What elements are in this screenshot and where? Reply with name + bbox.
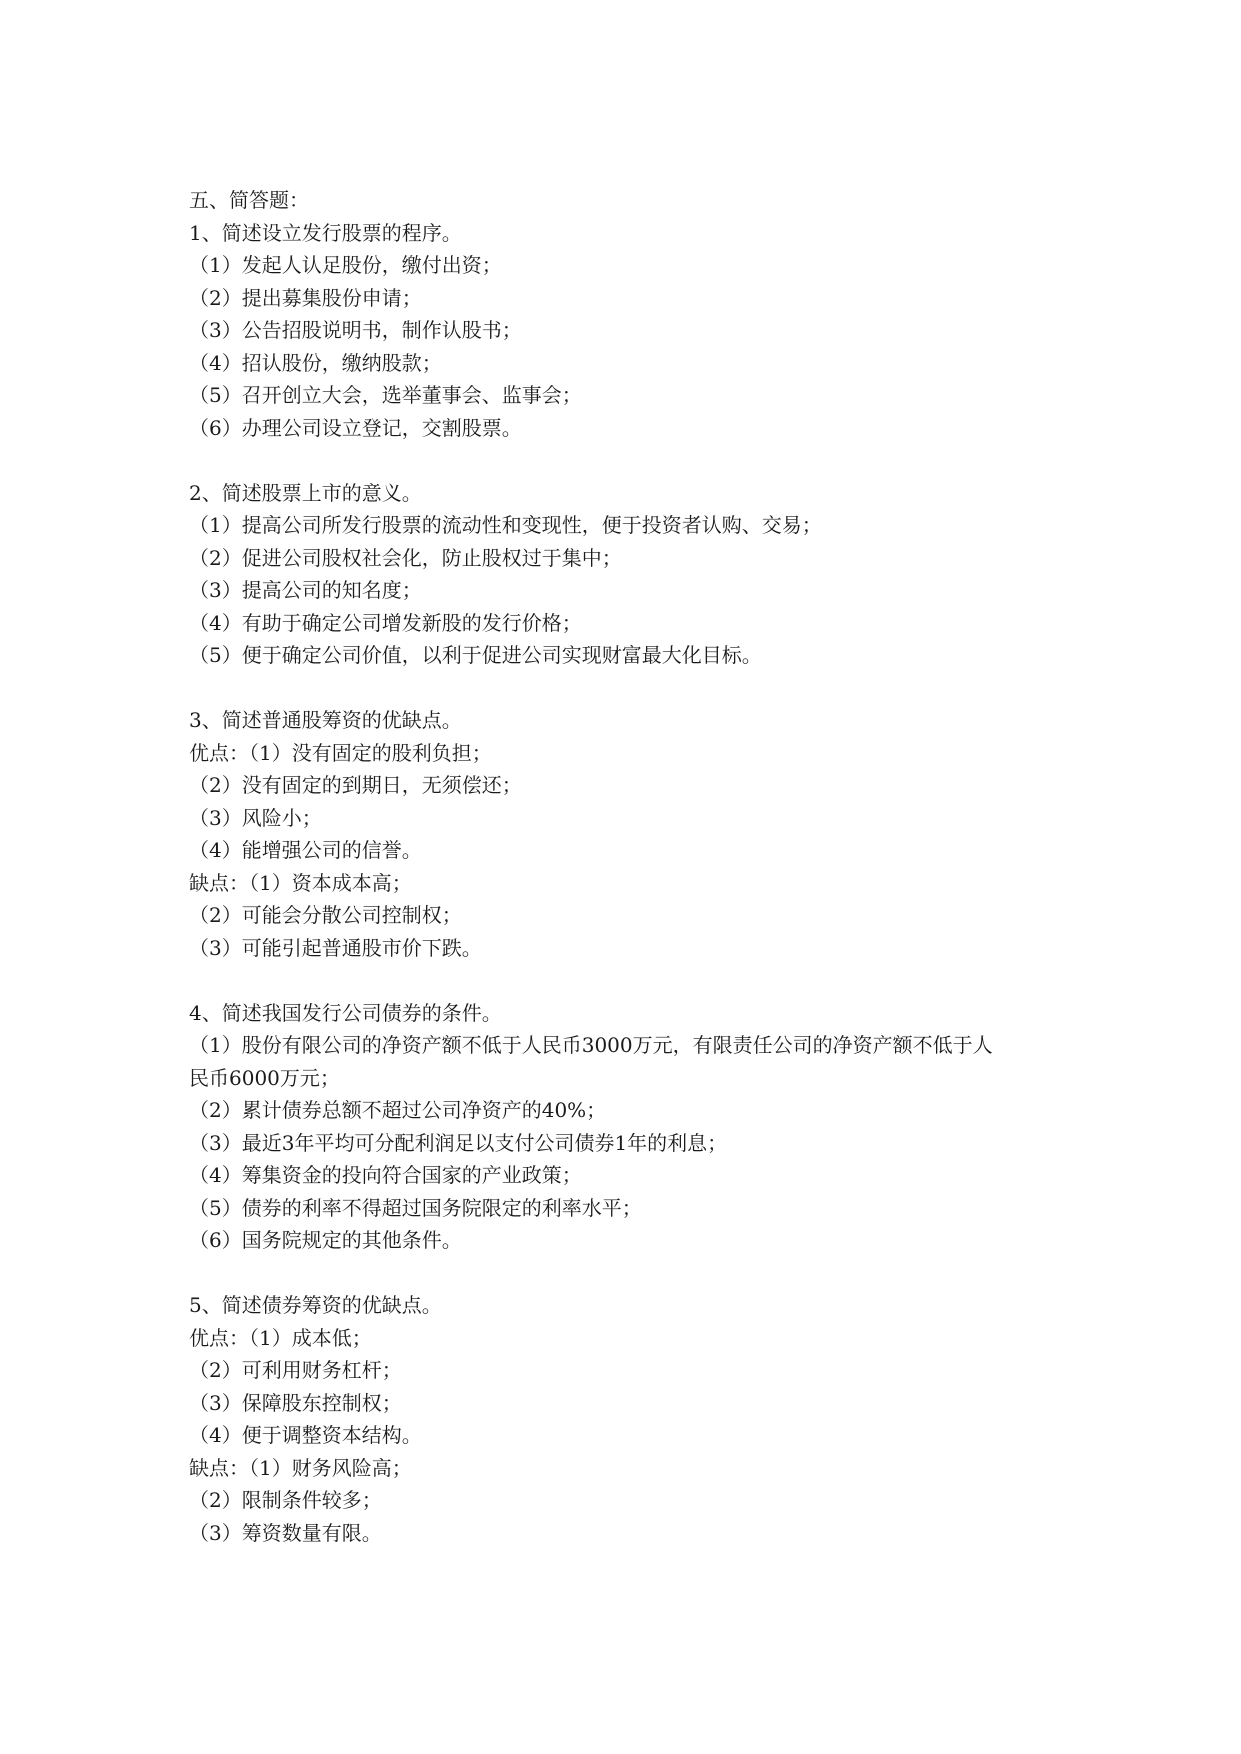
answer-line: （3）保障股东控制权； — [189, 1390, 402, 1415]
answer-line: （3）公告招股说明书，制作认股书； — [189, 318, 522, 342]
section-heading: 五、简答题： — [189, 188, 309, 212]
answer-line: （2）没有固定的到期日，无须偿还； — [189, 773, 522, 797]
answer-line: （3）提高公司的知名度； — [189, 578, 422, 602]
answer-line: （4）便于调整资本结构。 — [189, 1423, 422, 1447]
answer-line: （2）限制条件较多； — [189, 1488, 382, 1512]
paragraph-gap — [189, 672, 1069, 705]
answer-line: （6）国务院规定的其他条件。 — [189, 1228, 462, 1252]
answer-line: （2）提出募集股份申请； — [189, 285, 422, 310]
answer-line: 优点：（1）成本低； — [189, 1325, 372, 1350]
answer-line: （5）召开创立大会，选举董事会、监事会； — [189, 383, 582, 407]
answer-line: （4）招认股份，缴纳股款； — [189, 350, 442, 375]
paragraph-gap — [189, 444, 1069, 477]
question-5 — [189, 1289, 1069, 1549]
question-2 — [189, 477, 1069, 672]
question-title: 1、简述设立发行股票的程序。 — [189, 220, 462, 245]
question-title: 5、简述债券筹资的优缺点。 — [189, 1293, 442, 1317]
answer-line: （3）可能引起普通股市价下跌。 — [189, 935, 482, 960]
question-1 — [189, 217, 1069, 445]
answer-line: （3）风险小； — [189, 805, 322, 830]
answer-line: （3）筹资数量有限。 — [189, 1520, 382, 1545]
question-4 — [189, 997, 1069, 1257]
paragraph-gap — [189, 1257, 1069, 1290]
answer-line: （2）可能会分散公司控制权； — [189, 903, 462, 927]
answer-line: （3）最近3年平均可分配利润足以支付公司债券1年的利息； — [189, 1130, 728, 1155]
answer-line: （5）便于确定公司价值，以利于促进公司实现财富最大化目标。 — [189, 643, 762, 667]
answer-line: （4）能增强公司的信誉。 — [189, 838, 422, 862]
answer-line: （1）提高公司所发行股票的流动性和变现性，便于投资者认购、交易； — [189, 513, 822, 537]
question-3 — [189, 704, 1069, 964]
answer-line: （5）债券的利率不得超过国务院限定的利率水平； — [189, 1195, 642, 1220]
answer-line: （1）股份有限公司的净资产额不低于人民币3000万元，有限责任公司的净资产额不低于人 — [189, 1033, 993, 1057]
paragraph-gap — [189, 964, 1069, 997]
answer-line: 缺点：（1）财务风险高； — [189, 1455, 412, 1480]
question-title: 3、简述普通股筹资的优缺点。 — [189, 708, 462, 732]
answer-line: （2）促进公司股权社会化，防止股权过于集中； — [189, 545, 622, 570]
answer-line: （4）筹集资金的投向符合国家的产业政策； — [189, 1163, 582, 1187]
question-title: 2、简述股票上市的意义。 — [189, 480, 422, 505]
answer-line: （2）可利用财务杠杆； — [189, 1358, 402, 1382]
answer-line: 民币6000万元； — [189, 1065, 340, 1090]
question-title: 4、简述我国发行公司债券的条件。 — [189, 1000, 502, 1025]
answer-line: 缺点：（1）资本成本高； — [189, 870, 412, 895]
answer-line: （4）有助于确定公司增发新股的发行价格； — [189, 610, 582, 635]
document-body — [189, 184, 1069, 1549]
answer-line: （6）办理公司设立登记，交割股票。 — [189, 415, 522, 440]
answer-line: 优点：（1）没有固定的股利负担； — [189, 740, 492, 765]
answer-line: （1）发起人认足股份，缴付出资； — [189, 253, 502, 277]
answer-line: （2）累计债券总额不超过公司净资产的40%； — [189, 1098, 607, 1122]
